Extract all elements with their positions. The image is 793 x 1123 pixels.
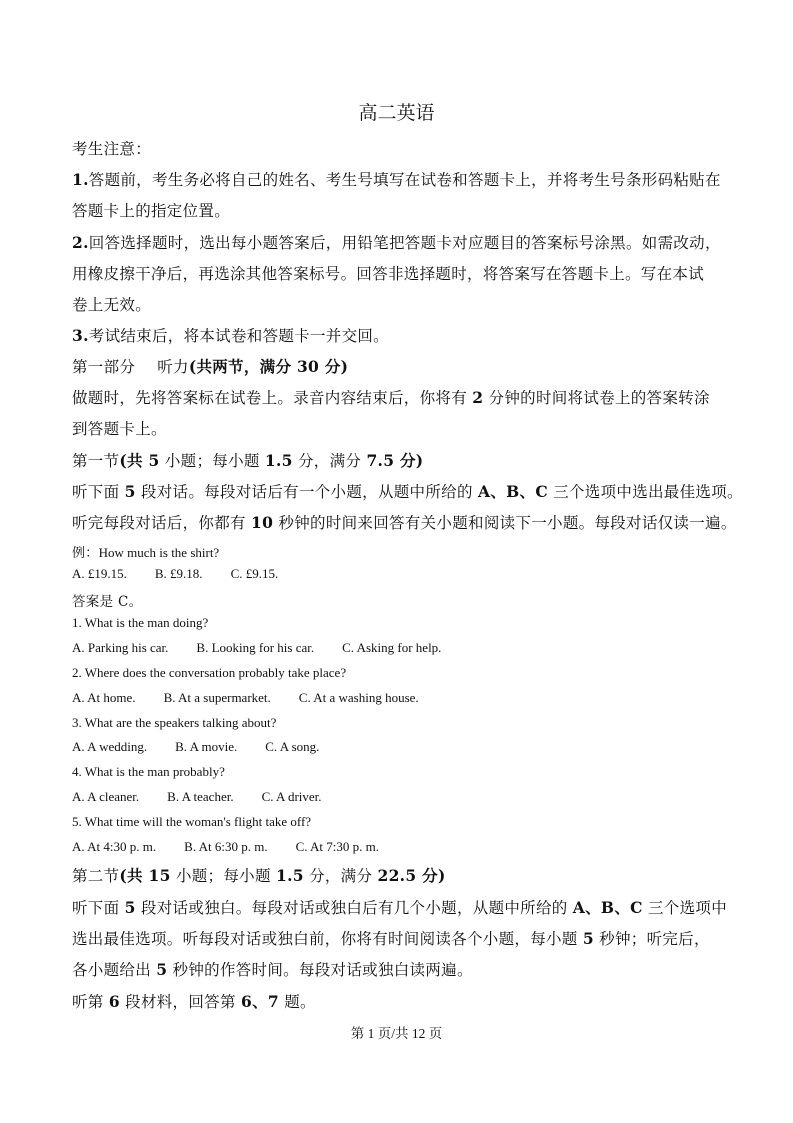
question-4-options: A. A cleaner. B. A teacher. C. A driver. <box>72 789 322 804</box>
section2-heading: 第二节(共 15 小题；每小题 1.5 分，满分 22.5 分) <box>72 866 446 885</box>
page-footer: 第 1 页/共 12 页 <box>350 1026 443 1041</box>
example-question: 例：How much is the shirt? <box>72 545 220 560</box>
question-4: 4. What is the man probably? <box>72 764 225 779</box>
section1-instruction-2: 听完每段对话后，你都有 10 秒钟的时间来回答有关小题和阅读下一小题。每段对话仅读一遍。 <box>72 513 737 532</box>
notice-heading: 考生注意： <box>72 140 152 158</box>
material-6-heading: 听第 6 段材料，回答第 6、7 题。 <box>72 992 316 1011</box>
notice-item-2: 2.回答选择题时，选出每小题答案后，用铅笔把答题卡对应题目的答案标号涂黑。如需改动， <box>72 233 721 252</box>
question-3: 3. What are the speakers talking about? <box>72 715 277 730</box>
page-title: 高二英语 <box>358 102 435 124</box>
question-1: 1. What is the man doing? <box>72 615 209 630</box>
notice-item-1-cont: 答题卡上的指定位置。 <box>72 202 231 220</box>
question-2: 2. Where does the conversation probably take place? <box>72 665 347 680</box>
part1-intro: 做题时，先将答案标在试卷上。录音内容结束后，你将有 2 分钟的时间将试卷上的答案转涂 <box>72 388 710 407</box>
section2-instruction-1: 听下面 5 段对话或独白。每段对话或独白后有几个小题，从题中所给的 A、B、C 三个选项中 <box>72 898 727 917</box>
section1-instruction-1: 听下面 5 段对话。每段对话后有一个小题，从题中所给的 A、B、C 三个选项中选出最佳选项。 <box>72 482 743 501</box>
section2-instruction-2: 选出最佳选项。听每段对话或独白前，你将有时间阅读各个小题，每小题 5 秒钟；听完后， <box>72 929 710 948</box>
question-3-options: A. A wedding. B. A movie. C. A song. <box>72 739 320 754</box>
example-options: A. £19.15. B. £9.18. C. £9.15. <box>72 566 279 581</box>
notice-item-1: 1.答题前，考生务必将自己的姓名、考生号填写在试卷和答题卡上，并将考生号条形码粘贴在 <box>72 170 721 189</box>
question-1-options: A. Parking his car. B. Looking for his car. C. Asking for help. <box>72 640 442 655</box>
question-2-options: A. At home. B. At a supermarket. C. At a washing house. <box>72 690 419 705</box>
section1-heading: 第一节(共 5 小题；每小题 1.5 分，满分 7.5 分) <box>72 451 424 470</box>
notice-item-2-cont: 用橡皮擦干净后，再选涂其他答案标号。回答非选择题时，将答案写在答题卡上。写在本试 <box>72 265 705 283</box>
notice-item-3: 3.考试结束后，将本试卷和答题卡一并交回。 <box>72 326 389 345</box>
part1-heading: 第一部分 听力(共两节，满分 30 分) <box>72 357 349 376</box>
question-5-options: A. At 4:30 p. m. B. At 6:30 p. m. C. At 7:30 p. m. <box>72 839 380 854</box>
part1-intro-cont: 到答题卡上。 <box>72 420 167 438</box>
question-5: 5. What time will the woman's flight take off? <box>72 814 312 829</box>
section2-instruction-3: 各小题给出 5 秒钟的作答时间。每段对话或独白读两遍。 <box>72 960 473 979</box>
notice-item-2-cont2: 卷上无效。 <box>72 296 152 314</box>
example-answer: 答案是 C。 <box>72 594 143 610</box>
